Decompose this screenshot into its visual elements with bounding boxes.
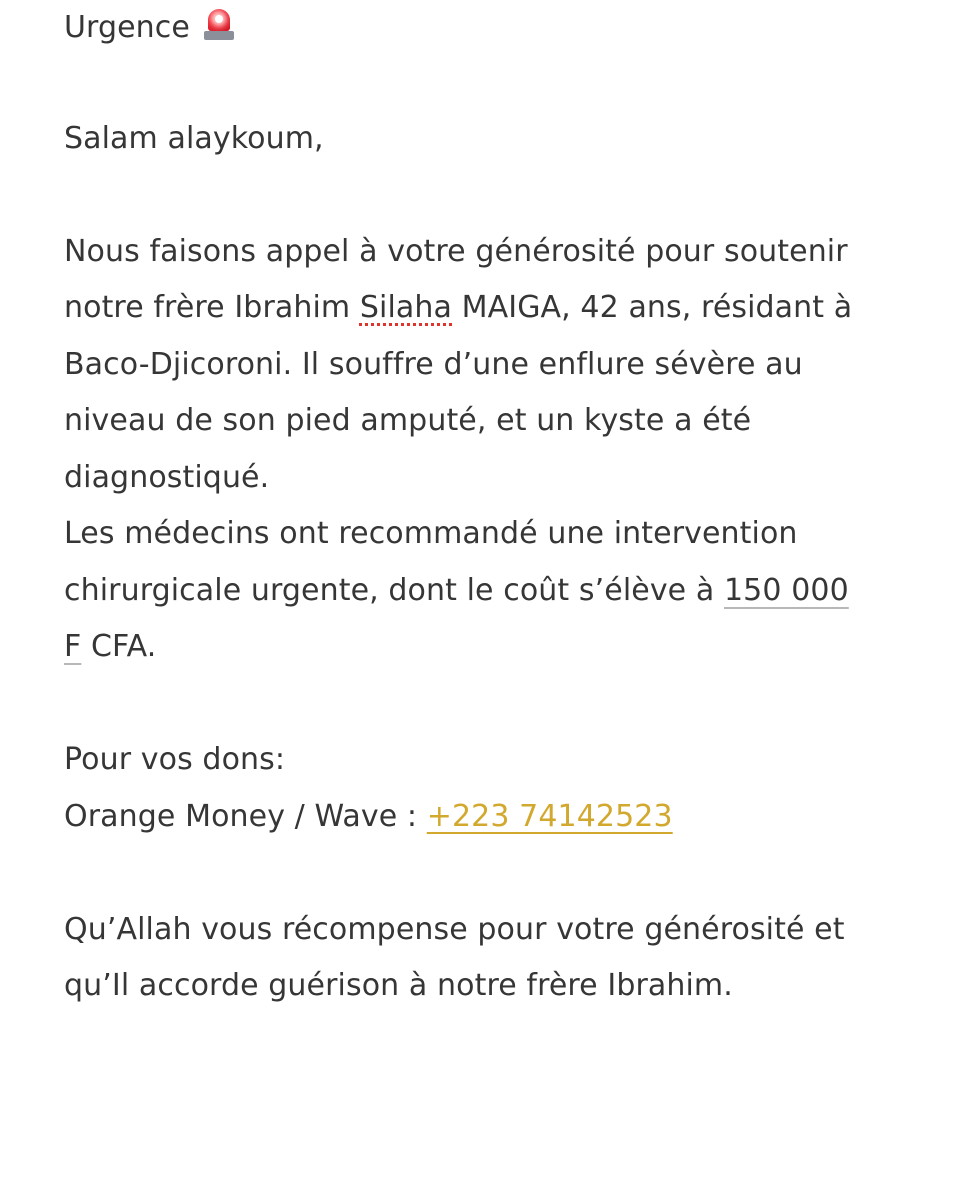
blank-line: [64, 845, 904, 902]
note-body[interactable]: [64, 0, 904, 1015]
paragraph-text: CFA.: [81, 629, 157, 664]
paragraph-line: Baco-Djicoroni. Il souffre d’une enflure sévère au: [64, 346, 803, 382]
note-title: Urgence: [64, 10, 190, 45]
phone-number-link[interactable]: +223 74142523: [426, 798, 673, 834]
misspelled-word[interactable]: Silaha: [359, 290, 452, 325]
closing-line: Qu’Allah vous récompense pour votre générosité et: [64, 911, 845, 947]
amount-detected-data[interactable]: 150 000: [724, 572, 849, 608]
paragraph-line: Les médecins ont recommandé une intervention: [64, 516, 798, 551]
blank-line: [64, 676, 904, 733]
paragraph-line: diagnostiqué.: [64, 459, 270, 495]
paragraph-text: notre frère Ibrahim: [64, 290, 360, 325]
paragraph-text: MAIGA, 42 ans, résidant à: [452, 290, 853, 325]
donations-heading: Pour vos dons:: [64, 742, 286, 777]
donations-line: [64, 789, 904, 846]
paragraph-line: [64, 563, 904, 620]
greeting: Salam alaykoum,: [64, 120, 324, 156]
note-title-line: [64, 0, 904, 54]
amount-detected-data[interactable]: F: [64, 629, 82, 664]
donations-label: Orange Money / Wave :: [64, 798, 427, 834]
paragraph-line: Nous faisons appel à votre générosité pour soutenir: [64, 233, 848, 269]
paragraph-text: chirurgicale urgente, dont le coût s’élève à: [64, 572, 724, 608]
paragraph-line: niveau de son pied amputé, et un kyste a été: [64, 403, 752, 438]
blank-line: [64, 167, 904, 224]
rotating-light-icon: [204, 7, 234, 41]
closing-line: qu’Il accorde guérison à notre frère Ibrahim.: [64, 968, 733, 1003]
blank-line: [64, 54, 904, 111]
paragraph-line: [64, 619, 904, 676]
paragraph-line: [64, 280, 904, 337]
